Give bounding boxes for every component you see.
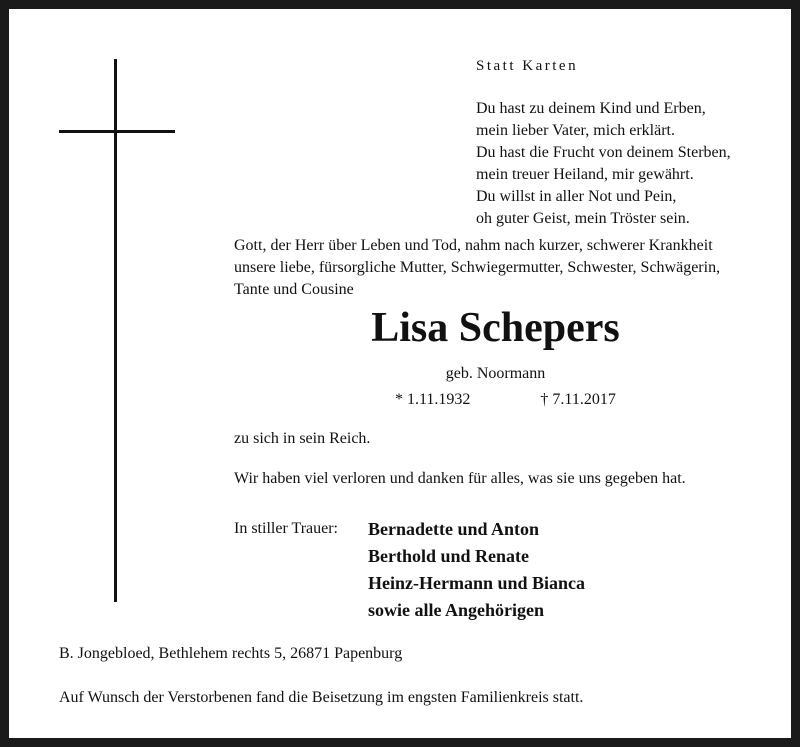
poem-line: Du hast die Frucht von deinem Sterben, (476, 144, 731, 161)
mourning-label: In stiller Trauer: (234, 520, 338, 537)
contact-address: B. Jongebloed, Bethlehem rechts 5, 26871 Papenburg (59, 645, 403, 662)
death-date: † 7.11.2017 (540, 391, 616, 408)
poem (476, 98, 731, 230)
birth-name: geb. Noormann (445, 365, 546, 382)
cross-vertical-bar (114, 59, 117, 602)
intro-line: unsere liebe, fürsorgliche Mutter, Schwiegermutter, Schwester, Schwägerin, (234, 259, 721, 276)
poem-line: oh guter Geist, mein Tröster sein. (476, 210, 690, 227)
thanks-text: Wir haben viel verloren und danken für alles, was sie uns gegeben hat. (234, 470, 686, 487)
mourner-entry: Berthold und Renate (368, 546, 530, 566)
intro-line: Gott, der Herr über Leben und Tod, nahm nach kurzer, schwerer Krankheit (234, 237, 713, 254)
deceased-name: Lisa Schepers (371, 305, 620, 351)
closing-note: Auf Wunsch der Verstorbenen fand die Beisetzung im engsten Familienkreis statt. (59, 689, 584, 706)
poem-line: mein lieber Vater, mich erklärt. (476, 122, 675, 139)
poem-line: Du willst in aller Not und Pein, (476, 188, 677, 205)
intro-text (234, 235, 720, 301)
to-kingdom-text: zu sich in sein Reich. (234, 430, 371, 447)
birth-date: * 1.11.1932 (395, 391, 471, 408)
intro-line: Tante und Cousine (234, 281, 354, 298)
mourners-list (368, 516, 585, 624)
mourner-entry: sowie alle Angehörigen (368, 600, 544, 620)
mourner-entry: Bernadette und Anton (368, 519, 540, 539)
mourner-entry: Heinz-Hermann und Bianca (368, 573, 586, 593)
notice-header: Statt Karten (476, 58, 579, 74)
poem-line: mein treuer Heiland, mir gewährt. (476, 166, 694, 183)
poem-line: Du hast zu deinem Kind und Erben, (476, 100, 706, 117)
life-dates (395, 391, 616, 409)
cross-horizontal-bar (59, 130, 175, 133)
